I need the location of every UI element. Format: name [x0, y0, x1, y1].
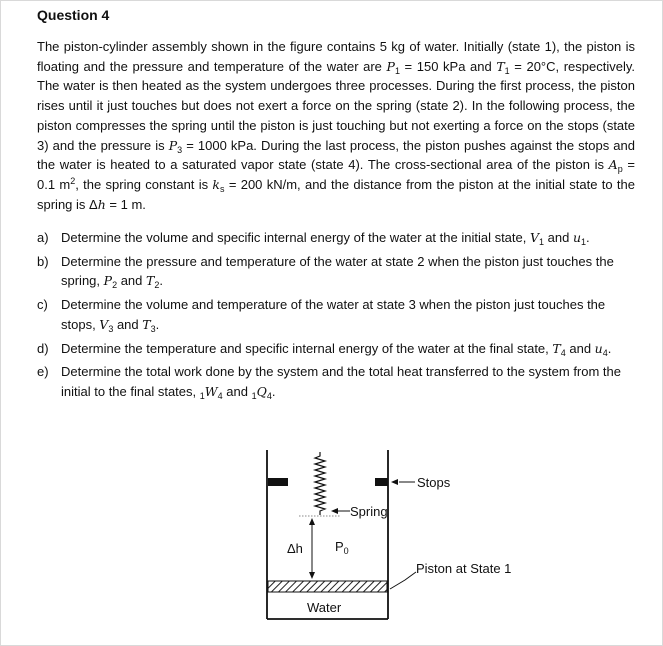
- spring-label: Spring: [350, 504, 388, 519]
- p0-label: $P_0$: [335, 539, 349, 556]
- part-d: d) Determine the temperature and specific internal energy of the water at the final state, $T_4$ and $u_4$.: [37, 340, 612, 358]
- problem-statement: The piston-cylinder assembly shown in the figure contains 5 kg of water. Initially (state 1), the piston is floating and the pressure and temperature of the water are $P_1 = 150$ kPa and $T_1 = 20^\circ C$, respectively. The water is then heated as the system undergoes three processes. During the first process, the piston rises until it just touches but does not exert a force on the spring (state 2). In the following process, the piston compresses the spring until the piston is just touching but not exerting a force on the stops (state 3) and the pressure is $P_3 = 1000$ kPa. During the last process, the piston pushes against the stops and the water is heated to a saturated vapor state (state 4). The cross-sectional area of the piston is $A_p = 0.1$ $m^2$, the spring constant is $k_s = 200$ kN/m, and the distance from the piston at the initial state to the spring is Δh = 1 m.: [37, 39, 635, 212]
- piston-label: Piston at State 1: [416, 561, 512, 576]
- piston-leader: [390, 572, 416, 589]
- stops-arrowhead: [391, 479, 398, 485]
- spring-arrowhead: [331, 508, 338, 514]
- stop-left: [268, 478, 288, 486]
- piston: [268, 581, 387, 592]
- part-a: a) Determine the volume and specific internal energy of the water at the initial state, $V_1$ and $u_1$.: [37, 230, 590, 247]
- question-title: Question 4: [37, 7, 110, 23]
- dh-arrow-down: [309, 572, 315, 579]
- dh-label: Δh: [287, 541, 303, 556]
- spring-coil: [315, 452, 325, 515]
- water-label: Water: [307, 600, 342, 615]
- stops-label: Stops: [417, 475, 451, 490]
- part-e: e) Determine the total work done by the system and the total heat transferred to the system from the initial to the final states, $_1W_4$ and $_1Q_4$.: [37, 364, 622, 401]
- part-b: b) Determine the pressure and temperature of the water at state 2 when the piston just touches the spring, $P_2$ and $T_2$.: [37, 253, 614, 291]
- part-c: c) Determine the volume and temperature of the water at state 3 when the piston just touches the stops, $V_3$ and $T_3$.: [37, 297, 606, 334]
- dh-arrow-up: [309, 518, 315, 525]
- stop-right: [375, 478, 388, 486]
